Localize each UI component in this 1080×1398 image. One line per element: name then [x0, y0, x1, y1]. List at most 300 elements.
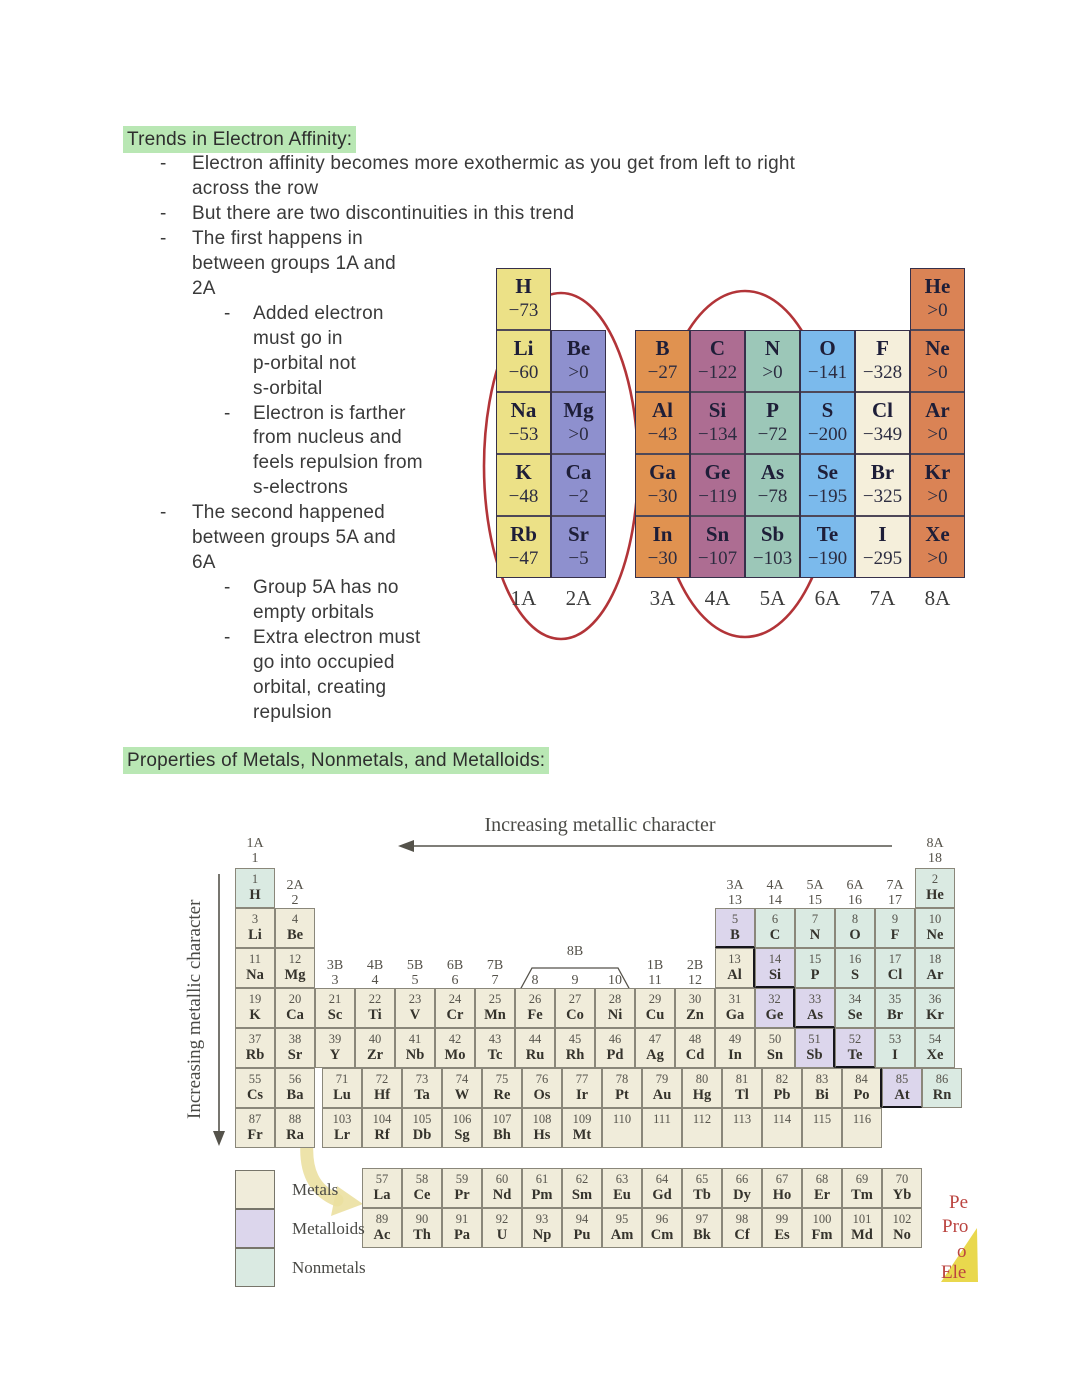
atomic-number: 102: [892, 1212, 912, 1226]
group-number: 9: [571, 973, 579, 988]
atomic-number: 35: [888, 992, 902, 1006]
atomic-number: 46: [608, 1032, 622, 1046]
atomic-number: 12: [288, 952, 302, 966]
element-cell-Hf: [362, 1068, 402, 1108]
element-symbol: Os: [533, 1087, 551, 1103]
element-symbol: Re: [493, 1087, 511, 1103]
note-line: orbital, creating: [253, 677, 387, 698]
element-cell-Fr: [235, 1108, 275, 1148]
element-symbol: Pd: [606, 1047, 624, 1063]
element-symbol: C: [709, 336, 726, 360]
note-line: must go in: [253, 328, 343, 349]
element-cell-Ru: [515, 1028, 555, 1068]
element-cell-Be: [275, 908, 315, 948]
note-line: Added electron: [253, 303, 384, 324]
atomic-number: 51: [808, 1032, 821, 1046]
element-cell-Ta: [402, 1068, 442, 1108]
element-cell-Gd: [642, 1168, 682, 1208]
element-symbol: K: [515, 460, 532, 484]
element-symbol: Fe: [527, 1007, 543, 1023]
element-symbol: Al: [652, 398, 673, 422]
element-symbol: H: [249, 887, 261, 903]
element-symbol: Mt: [572, 1127, 592, 1143]
atomic-number: 105: [412, 1112, 432, 1126]
group-label-8A: 8A: [926, 836, 944, 851]
element-cell-Sr: [275, 1028, 315, 1068]
element-cell-Cr: [435, 988, 475, 1028]
atomic-number: 19: [248, 992, 262, 1006]
element-cell-Te: [835, 1028, 875, 1068]
atomic-number: 4: [291, 912, 299, 926]
element-symbol: Kr: [924, 460, 951, 484]
ea-group-label: 5A: [759, 586, 786, 610]
atomic-number: 83: [815, 1072, 829, 1086]
group-label-3A: 3A: [726, 878, 744, 893]
element-symbol: Pb: [773, 1087, 791, 1103]
element-symbol: Rb: [510, 522, 537, 546]
cutoff-text: Ele: [941, 1262, 967, 1283]
note-line: feels repulsion from: [253, 452, 423, 473]
group-label-5B: 5B: [406, 958, 424, 973]
element-cell-W: [442, 1068, 482, 1108]
group-number: 12: [688, 973, 702, 988]
note-line: The second happened: [192, 502, 385, 523]
atomic-number: 32: [768, 992, 781, 1006]
element-cell-Ce: [402, 1168, 442, 1208]
electron-affinity-value: −295: [862, 548, 903, 569]
electron-affinity-value: −103: [752, 548, 793, 569]
electron-affinity-value: >0: [568, 424, 589, 445]
legend-label: Metals: [292, 1180, 339, 1199]
element-symbol: Tm: [851, 1187, 873, 1203]
element-symbol: Er: [813, 1187, 831, 1203]
element-symbol: At: [894, 1087, 910, 1103]
element-cell-Nd: [482, 1168, 522, 1208]
group-label-3B: 3B: [326, 958, 344, 973]
atomic-number: 48: [688, 1032, 702, 1046]
atomic-number: 15: [808, 952, 822, 966]
group-number: 8: [531, 973, 539, 988]
group-number: 11: [648, 973, 662, 988]
atomic-number: 41: [408, 1032, 422, 1046]
atomic-number: 36: [928, 992, 942, 1006]
element-cell-115: [802, 1108, 842, 1148]
group-label-2A: 2A: [286, 878, 304, 893]
element-symbol: C: [769, 927, 781, 943]
note-line: Electron is farther: [253, 403, 406, 424]
element-symbol: Te: [847, 1047, 863, 1063]
element-symbol: Br: [870, 460, 895, 484]
element-symbol: Cs: [246, 1087, 264, 1103]
element-cell-Fm: [802, 1208, 842, 1248]
group-number: 13: [728, 893, 742, 908]
group-number: 3: [331, 973, 339, 988]
atomic-number: 30: [688, 992, 702, 1006]
electron-affinity-value: −195: [807, 486, 848, 507]
atomic-number: 97: [695, 1212, 709, 1226]
element-symbol: B: [655, 336, 670, 360]
element-cell-Ge: [755, 988, 795, 1028]
electron-affinity-value: −325: [862, 486, 903, 507]
electron-affinity-value: −47: [508, 548, 539, 569]
legend-swatch-md: [235, 1209, 275, 1248]
element-symbol: Rh: [565, 1047, 585, 1063]
atomic-number: 26: [528, 992, 542, 1006]
element-symbol: Mo: [444, 1047, 466, 1063]
atomic-number: 57: [375, 1172, 389, 1186]
element-cell-112: [682, 1108, 722, 1148]
element-symbol: Te: [816, 522, 839, 546]
atomic-number: 40: [368, 1032, 382, 1046]
element-symbol: Bk: [693, 1227, 711, 1243]
element-cell-Lr: [322, 1108, 362, 1148]
ea-group-label: 7A: [869, 586, 896, 610]
note-line: empty orbitals: [253, 602, 375, 623]
element-cell-K: [235, 988, 275, 1028]
atomic-number: 112: [692, 1112, 712, 1126]
atomic-number: 116: [852, 1112, 872, 1126]
element-symbol: Ta: [414, 1087, 430, 1103]
electron-affinity-value: −122: [697, 362, 738, 383]
element-symbol: Tb: [693, 1187, 711, 1203]
cutoff-text: Pro: [942, 1216, 969, 1237]
electron-affinity-value: >0: [927, 424, 948, 445]
element-cell-Mo: [435, 1028, 475, 1068]
atomic-number: 23: [408, 992, 422, 1006]
note-line: s-orbital: [253, 378, 323, 399]
atomic-number: 16: [848, 952, 862, 966]
element-cell-Ar: [915, 948, 955, 988]
element-symbol: Sb: [806, 1047, 823, 1063]
element-symbol: Tl: [735, 1087, 749, 1103]
atomic-number: 17: [888, 952, 902, 966]
element-cell-Au: [642, 1068, 682, 1108]
atomic-number: 29: [648, 992, 662, 1006]
element-cell-111: [642, 1108, 682, 1148]
element-cell-Eu: [602, 1168, 642, 1208]
element-cell-As: [795, 988, 835, 1028]
atomic-number: 49: [728, 1032, 742, 1046]
group-number: 5: [411, 973, 419, 988]
element-symbol: Ac: [373, 1227, 391, 1243]
atomic-number: 107: [492, 1112, 512, 1126]
legend-label: Nonmetals: [292, 1258, 366, 1277]
element-cell-At: [882, 1068, 922, 1108]
element-symbol: S: [821, 398, 834, 422]
element-cell-Pb: [762, 1068, 802, 1108]
electron-affinity-value: −78: [757, 486, 788, 507]
element-symbol: Rb: [245, 1047, 265, 1063]
element-cell-Br: [875, 988, 915, 1028]
atomic-number: 88: [288, 1112, 302, 1126]
element-symbol: F: [876, 336, 889, 360]
atomic-number: 66: [735, 1172, 749, 1186]
atomic-number: 101: [852, 1212, 872, 1226]
down-pointing-arrow: [212, 874, 226, 1146]
element-cell-Sm: [562, 1168, 602, 1208]
element-cell-Ac: [362, 1208, 402, 1248]
element-symbol: Al: [727, 967, 742, 983]
element-symbol: Ir: [575, 1087, 589, 1103]
element-cell-Mt: [562, 1108, 602, 1148]
atomic-number: 47: [648, 1032, 662, 1046]
atomic-number: 68: [815, 1172, 829, 1186]
atomic-number: 89: [375, 1212, 389, 1226]
legend-swatch-m: [235, 1170, 275, 1209]
legend-label: Metalloids: [292, 1219, 365, 1238]
element-symbol: Mg: [284, 967, 306, 983]
electron-affinity-value: −30: [647, 486, 678, 507]
atomic-number: 39: [328, 1032, 342, 1046]
element-cell-Ni: [595, 988, 635, 1028]
atomic-number: 64: [655, 1172, 669, 1186]
electron-affinity-value: −48: [508, 486, 539, 507]
atomic-number: 67: [775, 1172, 789, 1186]
atomic-number: 42: [448, 1032, 462, 1046]
note-line: Extra electron must: [253, 627, 421, 648]
element-cell-Cd: [675, 1028, 715, 1068]
element-symbol: Na: [510, 398, 537, 422]
group-label-5A: 5A: [806, 878, 824, 893]
element-cell-Cu: [635, 988, 675, 1028]
element-cell-V: [395, 988, 435, 1028]
element-symbol: Au: [652, 1087, 672, 1103]
element-symbol: Cf: [734, 1227, 750, 1243]
top-caption: Increasing metallic character: [484, 814, 716, 836]
element-symbol: Tc: [487, 1047, 503, 1063]
atomic-number: 80: [695, 1072, 709, 1086]
element-symbol: Pt: [615, 1087, 629, 1103]
element-symbol: Rn: [932, 1087, 952, 1103]
element-cell-Rb: [235, 1028, 275, 1068]
electron-affinity-value: −60: [508, 362, 539, 383]
group-number: 7: [491, 973, 499, 988]
electron-affinity-value: −30: [647, 548, 678, 569]
atomic-number: 86: [935, 1072, 949, 1086]
element-cell-Sg: [442, 1108, 482, 1148]
element-cell-F: [875, 908, 915, 948]
ea-group-label: 4A: [704, 586, 731, 610]
element-symbol: N: [809, 927, 821, 943]
element-cell-La: [362, 1168, 402, 1208]
element-symbol: Pu: [573, 1227, 591, 1243]
element-symbol: Se: [817, 460, 838, 484]
element-symbol: Lr: [333, 1127, 351, 1143]
group-label-7B: 7B: [486, 958, 504, 973]
element-symbol: Ru: [525, 1047, 545, 1063]
atomic-number: 65: [695, 1172, 709, 1186]
element-cell-N: [795, 908, 835, 948]
atomic-number: 24: [448, 992, 462, 1006]
electron-affinity-value: −72: [757, 424, 788, 445]
electron-affinity-value: −200: [807, 424, 848, 445]
atomic-number: 63: [615, 1172, 629, 1186]
left-caption: Increasing metallic character: [184, 899, 205, 1119]
atomic-number: 6: [771, 912, 779, 926]
atomic-number: 78: [615, 1072, 629, 1086]
atomic-number: 74: [455, 1072, 469, 1086]
note-line: Group 5A has no: [253, 577, 399, 598]
atomic-number: 96: [655, 1212, 669, 1226]
heading-properties: Properties of Metals, Nonmetals, and Metalloids:: [123, 747, 549, 774]
element-symbol: Ni: [607, 1007, 623, 1023]
atomic-number: 92: [495, 1212, 509, 1226]
element-symbol: Cu: [645, 1007, 665, 1023]
element-cell-Ra: [275, 1108, 315, 1148]
atomic-number: 60: [495, 1172, 509, 1186]
element-cell-Pa: [442, 1208, 482, 1248]
element-symbol: As: [806, 1007, 824, 1023]
element-symbol: O: [849, 927, 861, 943]
electron-affinity-value: −27: [647, 362, 678, 383]
atomic-number: 55: [248, 1072, 262, 1086]
element-cell-Sb: [795, 1028, 835, 1068]
element-symbol: O: [819, 336, 836, 360]
element-cell-113: [722, 1108, 762, 1148]
note-line: p-orbital not: [253, 353, 356, 374]
note-line: between groups 1A and: [192, 253, 396, 274]
element-cell-Db: [402, 1108, 442, 1148]
element-symbol: Be: [566, 336, 591, 360]
group-number: 15: [808, 893, 822, 908]
element-cell-Hg: [682, 1068, 722, 1108]
element-symbol: Am: [610, 1227, 634, 1243]
element-cell-P: [795, 948, 835, 988]
element-cell-Pt: [602, 1068, 642, 1108]
group-number: 10: [608, 973, 622, 988]
element-symbol: Pm: [531, 1187, 553, 1203]
element-cell-Xe: [915, 1028, 955, 1068]
element-cell-Hs: [522, 1108, 562, 1148]
atomic-number: 28: [608, 992, 622, 1006]
element-cell-110: [602, 1108, 642, 1148]
atomic-number: 76: [535, 1072, 549, 1086]
element-symbol: Br: [886, 1007, 904, 1023]
element-cell-I: [875, 1028, 915, 1068]
electron-affinity-value: −190: [807, 548, 848, 569]
element-cell-Md: [842, 1208, 882, 1248]
element-symbol: Yb: [892, 1187, 912, 1203]
element-cell-Sc: [315, 988, 355, 1028]
element-cell-Pu: [562, 1208, 602, 1248]
element-cell-Pm: [522, 1168, 562, 1208]
element-cell-Fe: [515, 988, 555, 1028]
element-symbol: In: [728, 1047, 742, 1063]
atomic-number: 84: [855, 1072, 868, 1086]
atomic-number: 21: [328, 992, 342, 1006]
note-line: s-electrons: [253, 477, 349, 498]
atomic-number: 81: [735, 1072, 749, 1086]
heading-electron-affinity: Trends in Electron Affinity:: [123, 126, 356, 153]
element-symbol: Hf: [373, 1087, 391, 1103]
element-symbol: He: [926, 887, 944, 903]
group-number: 4: [371, 973, 379, 988]
element-cell-Er: [802, 1168, 842, 1208]
atomic-number: 44: [528, 1032, 542, 1046]
element-cell-U: [482, 1208, 522, 1248]
ea-group-label: 3A: [649, 586, 676, 610]
atomic-number: 98: [735, 1212, 749, 1226]
element-symbol: Dy: [733, 1187, 751, 1203]
atomic-number: 75: [495, 1072, 509, 1086]
element-symbol: Ce: [413, 1187, 431, 1203]
element-symbol: Rf: [374, 1127, 390, 1143]
element-cell-No: [882, 1208, 922, 1248]
ea-group-label: 6A: [814, 586, 841, 610]
atomic-number: 72: [375, 1072, 389, 1086]
group-label-4B: 4B: [366, 958, 384, 973]
element-symbol: Sr: [568, 522, 589, 546]
element-symbol: Si: [708, 398, 727, 422]
element-cell-Es: [762, 1208, 802, 1248]
element-cell-Ti: [355, 988, 395, 1028]
bullet-dash: -: [224, 303, 231, 324]
electron-affinity-value: −328: [862, 362, 903, 383]
atomic-number: 110: [612, 1112, 632, 1126]
element-symbol: P: [810, 967, 820, 983]
group-number: 1: [251, 851, 259, 866]
element-symbol: Be: [286, 927, 304, 943]
note-line: repulsion: [253, 702, 332, 723]
element-cell-Mg: [275, 948, 315, 988]
atomic-number: 91: [455, 1212, 469, 1226]
element-cell-Rh: [555, 1028, 595, 1068]
element-symbol: Cd: [685, 1047, 705, 1063]
atomic-number: 111: [653, 1112, 671, 1126]
element-symbol: F: [890, 927, 900, 943]
element-cell-Ag: [635, 1028, 675, 1068]
atomic-number: 8: [851, 912, 859, 926]
electron-affinity-value: −119: [698, 486, 737, 507]
element-cell-Cf: [722, 1208, 762, 1248]
element-cell-Yb: [882, 1168, 922, 1208]
element-cell-Na: [235, 948, 275, 988]
element-symbol: Ne: [925, 336, 950, 360]
element-cell-O: [835, 908, 875, 948]
element-symbol: Cm: [650, 1227, 674, 1243]
group-number: 14: [768, 893, 782, 908]
element-symbol: Cl: [872, 398, 893, 422]
atomic-number: 13: [728, 952, 741, 966]
ea-group-label: 1A: [510, 586, 537, 610]
element-cell-Ga: [715, 988, 755, 1028]
element-cell-C: [755, 908, 795, 948]
element-symbol: Cl: [887, 967, 903, 983]
atomic-number: 7: [811, 912, 819, 926]
ea-group-label: 2A: [565, 586, 592, 610]
group-label-7A: 7A: [886, 878, 904, 893]
atomic-number: 109: [572, 1112, 592, 1126]
electron-affinity-value: −5: [568, 548, 589, 569]
atomic-number: 115: [812, 1112, 832, 1126]
group-number: 6: [451, 973, 459, 988]
element-cell-Lu: [322, 1068, 362, 1108]
element-symbol: Ar: [926, 967, 944, 983]
element-cell-Zn: [675, 988, 715, 1028]
element-symbol: B: [730, 927, 740, 943]
element-cell-Tm: [842, 1168, 882, 1208]
element-cell-Cs: [235, 1068, 275, 1108]
atomic-number: 20: [288, 992, 302, 1006]
atomic-number: 59: [455, 1172, 469, 1186]
element-symbol: Cr: [446, 1007, 464, 1023]
element-symbol: He: [924, 274, 951, 298]
element-symbol: No: [893, 1227, 911, 1243]
electron-affinity-value: −107: [697, 548, 738, 569]
element-symbol: La: [373, 1187, 391, 1203]
element-symbol: P: [766, 398, 779, 422]
element-cell-Li: [235, 908, 275, 948]
